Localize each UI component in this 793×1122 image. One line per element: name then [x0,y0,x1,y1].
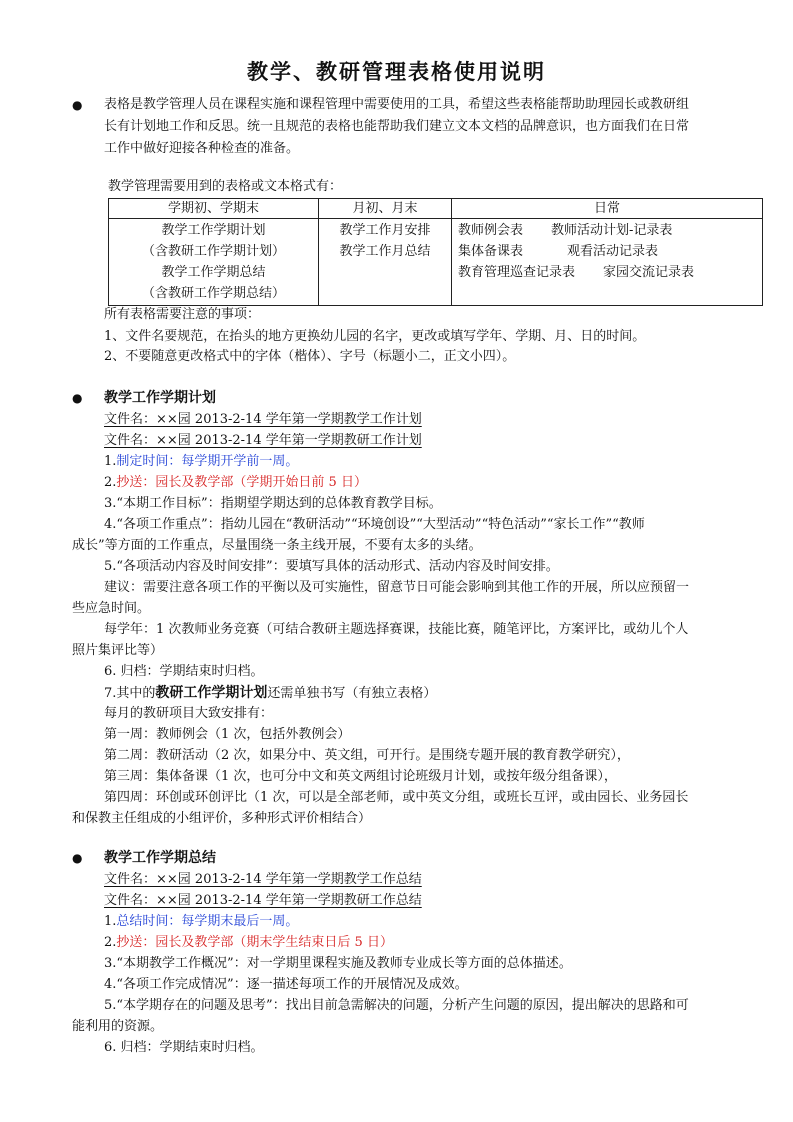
table-cell-month [319,219,452,306]
summary-item-2 [104,933,393,953]
table-header-cell: 学期初、学期末 [109,199,319,219]
plan-item-3: 3.“本期工作目标”：指期望学期达到的总体教育教学目标。 [104,496,442,511]
plan-yearly: 每学年：1 次教师业务竞赛（可结合教研主题选择赛课，技能比赛，随笔评比，方案评比，或幼儿个人 [104,622,689,637]
summary-item-5-cont: 能利用的资源。 [72,1019,164,1034]
table-cell-text: 教师例会表 [458,223,524,238]
plan-week-1: 第一周：教师例会（1 次，包括外教例会） [104,727,351,742]
plan-advice-cont: 些应急时间。 [72,601,151,616]
plan-yearly-cont: 照片集评比等） [72,643,164,658]
table-header-cell: 日常 [452,199,763,219]
intro-line-3: 工作中做好迎接各种检查的准备。 [104,141,300,156]
summary-item-1 [104,912,298,932]
summary-item-4: 4.“各项工作完成情况”：逐一描述每项工作的开展情况及成效。 [104,977,468,992]
table-cell-text: 教学工作月总结 [339,244,431,259]
bullet-dot: ● [72,391,83,405]
table-cell-term [109,219,319,306]
item-number: 1. [104,914,117,929]
item-number: 1. [104,454,117,469]
file-name-line: 文件名：××园 2013-2-14 学年第一学期教学工作计划 [104,412,422,427]
plan-item-7-post: 还需单独书写（有独立表格） [267,686,437,701]
plan-item-6: 6. 归档：学期结束时归档。 [104,664,264,679]
table-cell-text: （含教研工作学期计划） [141,244,285,259]
formats-caption: 教学管理需要用到的表格或文本格式有： [108,179,343,194]
table-cell-text: 教育管理巡查记录表 [458,265,576,280]
notes-item-2: 2、不要随意更改格式中的字体（楷体）、字号（标题小二，正文小四）。 [104,349,516,364]
table-cell-text: （含教研工作学期总结） [141,286,285,301]
bullet-dot: ● [72,98,83,112]
bullet-dot: ● [72,851,83,865]
section-heading-summary: 教学工作学期总结 [104,850,216,866]
table-cell-text: 教学工作学期计划 [161,223,266,238]
formats-table [108,198,763,306]
item-number: 2. [104,935,117,950]
intro-line-2: 长有计划地工作和反思。统一且规范的表格也能帮助我们建立文本文档的品牌意识，也方面我们在日常 [104,119,690,134]
table-cell-text: 教学工作月安排 [339,223,431,238]
plan-week-2: 第二周：教研活动（2 次，如果分中、英文组，可开行。是围绕专题开展的教育教学研究）， [104,748,630,763]
notes-title: 所有表格需要注意的事项： [104,307,261,322]
file-name-line: 文件名：××园 2013-2-14 学年第一学期教研工作总结 [104,893,422,908]
plan-week-4-cont: 和保教主任组成的小组评价，多种形式评价相结合） [72,811,372,826]
section-heading-plan: 教学工作学期计划 [104,390,216,406]
table-cell-text: 教师活动计划-记录表 [551,223,673,238]
file-name-line: 文件名：××园 2013-2-14 学年第一学期教研工作计划 [104,433,422,448]
summary-item-5: 5.“本学期存在的问题及思考”：找出目前急需解决的问题，分析产生问题的原因，提出解决的思路和可 [104,998,689,1013]
table-cell-daily [452,219,763,306]
plan-item-2 [104,473,367,493]
plan-item-4: 4.“各项工作重点”：指幼儿园在“教研活动”“环境创设”“大型活动”“特色活动”“家长工作”“教师 [104,517,645,532]
plan-week-3: 第三周：集体备课（1 次，也可分中文和英文两组讨论班级月计划，或按年级分组备课）， [104,769,617,784]
summary-cc-text: 抄送：园长及教学部（期末学生结束日后 5 日） [116,935,393,950]
summary-time-text: 总结时间：每学期末最后一周。 [116,914,299,929]
summary-item-3: 3.“本期教学工作概况”：对一学期里课程实施及教师专业成长等方面的总体描述。 [104,956,572,971]
plan-item-7 [104,683,436,704]
file-name-line: 文件名：××园 2013-2-14 学年第一学期教学工作总结 [104,872,422,887]
plan-monthly-title: 每月的教研项目大致安排有： [104,706,274,721]
plan-advice: 建议：需要注意各项工作的平衡以及可实施性，留意节日可能会影响到其他工作的开展，所以应预留一 [104,580,690,595]
intro-line-1: 表格是教学管理人员在课程实施和课程管理中需要使用的工具，希望这些表格能帮助助理园长或教研组 [104,97,690,112]
notes-item-1: 1、文件名要规范，在抬头的地方更换幼儿园的名字，更改或填写学年、学期、月、日的时间。 [104,329,646,344]
summary-item-6: 6. 归档：学期结束时归档。 [104,1040,264,1055]
table-cell-text: 家园交流记录表 [603,265,695,280]
table-cell-line [458,241,756,262]
plan-week-4: 第四周：环创或环创评比（1 次，可以是全部老师，或中英文分组，或班长互评，或由园长、业务园长 [104,790,689,805]
table-cell-text: 教学工作学期总结 [161,265,266,280]
plan-time-text: 制定时间：每学期开学前一周。 [116,454,299,469]
table-row [109,219,763,306]
page-title: 教学、教研管理表格使用说明 [247,59,546,84]
plan-cc-text: 抄送：园长及教学部（学期开始日前 5 日） [116,475,367,490]
table-cell-line [458,220,756,241]
plan-item-7-pre: 7.其中的 [104,686,156,701]
plan-item-4-cont: 成长”等方面的工作重点，尽量围绕一条主线开展，不要有太多的头绪。 [72,538,482,553]
plan-item-1 [104,452,298,472]
table-header-cell: 月初、月末 [319,199,452,219]
table-cell-text: 观看活动记录表 [567,244,659,259]
plan-item-7-bold: 教研工作学期计划 [155,685,268,701]
table-cell-text: 集体备课表 [458,244,524,259]
item-number: 2. [104,475,117,490]
plan-item-5: 5.“各项活动内容及时间安排”：要填写具体的活动形式、活动内容及时间安排。 [104,559,559,574]
table-cell-line [458,262,756,283]
table-header-row [109,199,763,219]
